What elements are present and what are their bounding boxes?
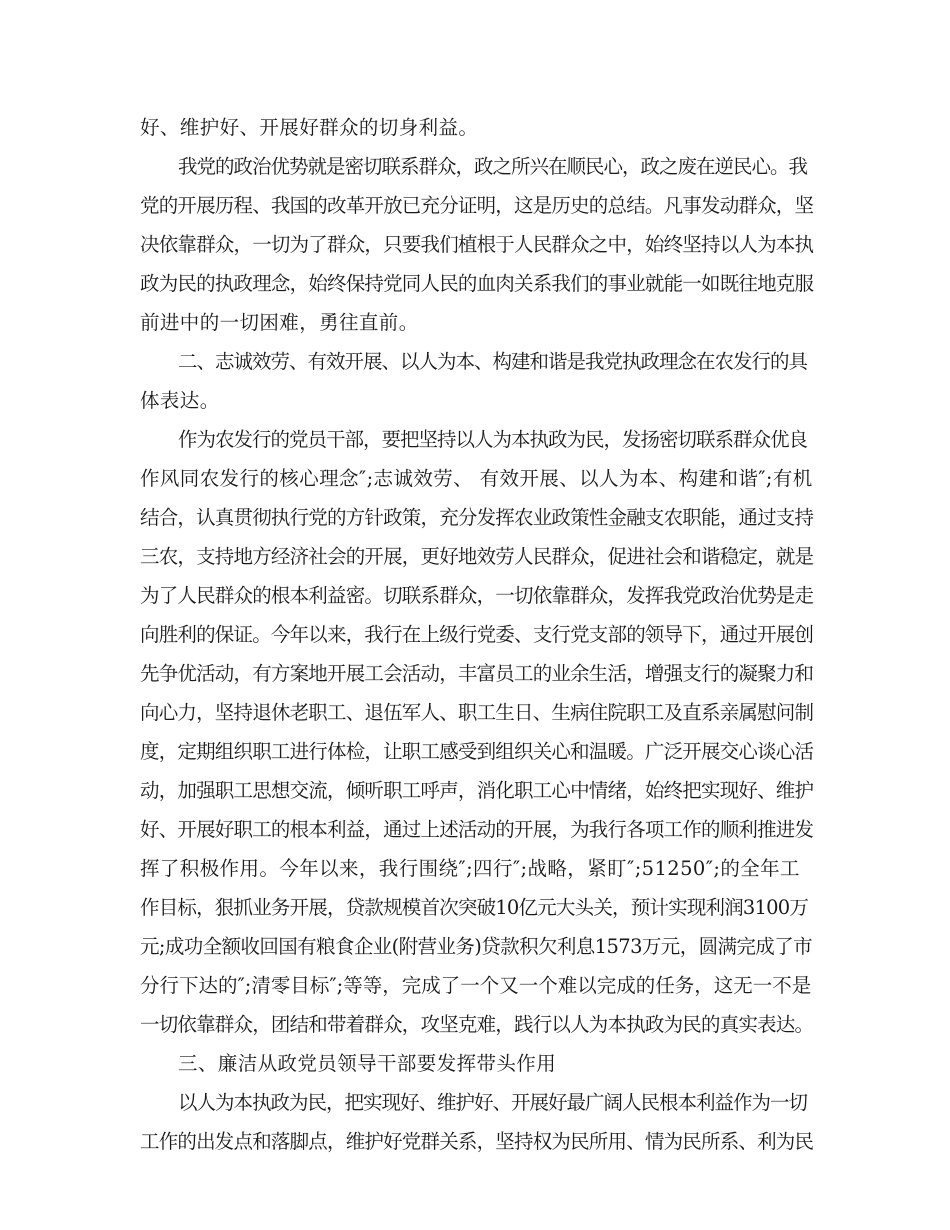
text-line: 动，加强职工思想交流，倾听职工呼声，消化职工心中情绪，始终把实现好、维护 (140, 779, 814, 802)
text-line: 党的开展历程、我国的改革开放已充分证明，这是历史的总结。凡事发动群众，坚 (140, 194, 814, 217)
text-line: 好、开展好职工的根本利益，通过上述活动的开展，为我行各项工作的顺利推进发 (140, 818, 814, 841)
text-line: 工作的出发点和落脚点，维护好党群关系，坚持权为民所用、情为民所系、利为民 (140, 1130, 814, 1153)
text-line: 作风同农发行的核心理念″;志诚效劳、 有效开展、以人为本、构建和谐″;有机 (140, 467, 813, 490)
paragraph-start-line: 以人为本执政为民，把实现好、维护好、开展好最广阔人民根本利益作为一切 (178, 1091, 808, 1114)
section-heading-line: 三、廉洁从政党员领导干部要发挥带头作用 (178, 1052, 557, 1075)
text-line: 政为民的执政理念，始终保持党同人民的血肉关系我们的事业就能一如既往地克服 (140, 272, 814, 295)
text-line: 一切依靠群众，团结和带着群众，攻坚克难，践行以人为本执政为民的真实表达。 (140, 1013, 814, 1036)
text-line: 分行下达的″;清零目标″;等等，完成了一个又一个难以完成的任务，这无一不是 (140, 974, 812, 997)
text-line: 为了人民群众的根本利益密。切联系群众，一切依靠群众，发挥我党政治优势是走 (140, 584, 814, 607)
text-line: 先争优活动，有方案地开展工会活动，丰富员工的业余生活，增强支行的凝聚力和 (140, 662, 814, 685)
text-line: 度，定期组织职工进行体检，让职工感受到组织关心和温暖。广泛开展交心谈心活 (140, 740, 814, 763)
text-line: 作目标，狠抓业务开展，贷款规模首次突破10亿元大头关，预计实现利润3100万 (140, 896, 809, 919)
paragraph-start-line: 我党的政治优势就是密切联系群众，政之所兴在顺民心，政之废在逆民心。我 (178, 155, 808, 178)
text-line: 体表达。 (140, 389, 220, 412)
text-line: 元;成功全额收回国有粮食企业(附营业务)贷款积欠利息1573万元，圆满完成了市 (140, 935, 813, 958)
text-line: 向心力，坚持退休老职工、退伍军人、职工生日、生病住院职工及直系亲属慰问制 (140, 701, 814, 724)
section-heading-line: 二、志诚效劳、有效开展、以人为本、构建和谐是我党执政理念在农发行的具 (178, 350, 808, 373)
text-line: 前进中的一切困难，勇往直前。 (140, 311, 419, 334)
text-line: 挥了积极作用。今年以来，我行围绕″;四行″;战略，紧盯″;51250″;的全年工 (140, 857, 800, 880)
text-line: 决依靠群众，一切为了群众，只要我们植根于人民群众之中，始终坚持以人为本执 (140, 233, 814, 256)
text-line: 好、维护好、开展好群众的切身利益。 (140, 116, 479, 139)
text-line: 向胜利的保证。今年以来，我行在上级行党委、支行党支部的领导下，通过开展创 (140, 623, 814, 646)
text-line: 结合，认真贯彻执行党的方针政策，充分发挥农业政策性金融支农职能，通过支持 (140, 506, 814, 529)
text-line: 三农，支持地方经济社会的开展，更好地效劳人民群众，促进社会和谐稳定，就是 (140, 545, 814, 568)
paragraph-start-line: 作为农发行的党员干部，要把坚持以人为本执政为民，发扬密切联系群众优良 (178, 428, 808, 451)
